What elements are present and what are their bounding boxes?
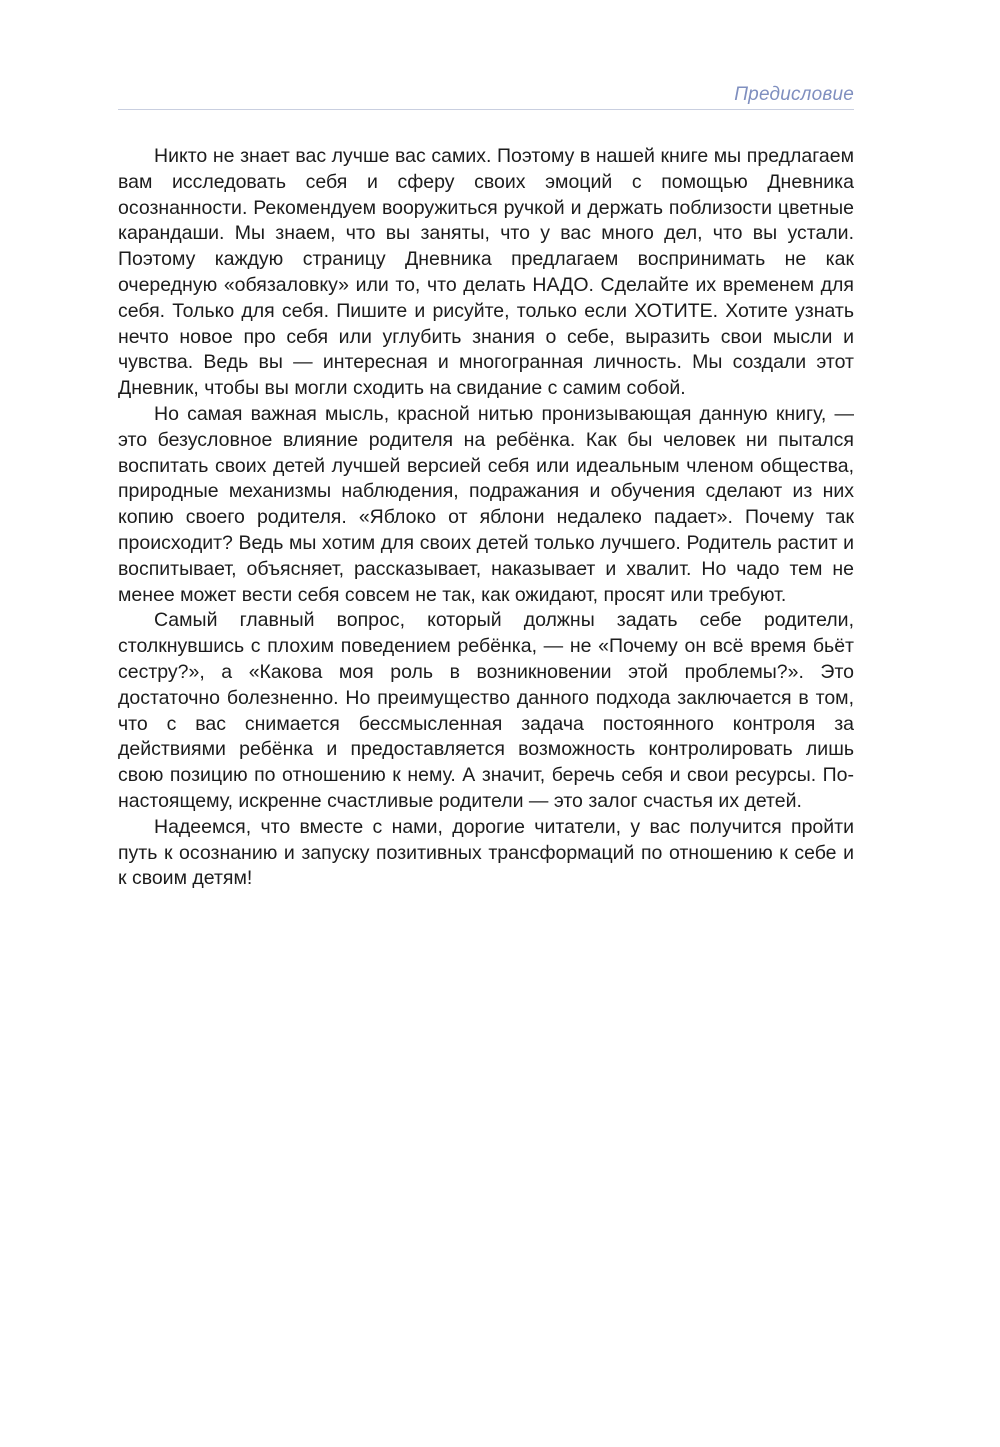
- running-header-section-title: Предисловие: [734, 84, 854, 105]
- header-divider: [118, 109, 854, 110]
- paragraph: Надеемся, что вместе с нами, дорогие читатели, у вас получится пройти путь к осознанию и запуску позитивных трансформаций по отношению к себе и к своим детям!: [118, 815, 854, 890]
- paragraph: Самый главный вопрос, который должны задать себе родители, столкнувшись с плохим поведением ребёнка, — не «Почему он всё время бьёт сестру?», а «Какова моя роль в возникновении этой проблемы?». Это достаточно болезненно. Но преимущество данного подхода заключается в том, что с вас снимается бессмысленная задача постоянного контроля за действиями ребёнка и предоставляется возможность контролировать лишь свою позицию по отношению к нему. А значит, беречь себя и свои ресурсы. По-настоящему, искренне счастливые родители — это залог счастья их детей.: [118, 609, 854, 812]
- paragraph: Но самая важная мысль, красной нитью пронизывающая данную книгу, — это безусловное влияние родителя на ребёнка. Как бы человек ни пытался воспитать своих детей лучшей версией себя или идеальным членом общества, природные механизмы наблюдения, подражания и обучения сделают из них копию своего родителя. «Яблоко от яблони недалеко падает». Почему так происходит? Ведь мы хотим для своих детей только лучшего. Родитель растит и воспитывает, объясняет, рассказывает, наказывает и хвалит. Но чадо тем не менее может вести себя совсем не так, как ожидают, просят или требуют.: [118, 402, 854, 606]
- paragraph: Никто не знает вас лучше вас самих. Поэтому в нашей книге мы предлагаем вам исследовать себя и сферу своих эмоций с помощью Дневника осознанности. Рекомендуем вооружиться ручкой и держать поблизости цветные карандаши. Мы знаем, что вы заняты, что у вас много дел, что вы устали. Поэтому каждую страницу Дневника предлагаем воспринимать не как очередную «обязаловку» или то, что делать НАДО. Сделайте их временем для себя. Только для себя. Пишите и рисуйте, только если ХОТИТЕ. Хотите узнать нечто новое про себя или углубить знания о себе, выразить свои мысли и чувства. Ведь вы — интересная и многогранная личность. Мы создали этот Дневник, чтобы вы могли сходить на свидание с самим собой.: [118, 145, 854, 400]
- body-text: [118, 144, 854, 892]
